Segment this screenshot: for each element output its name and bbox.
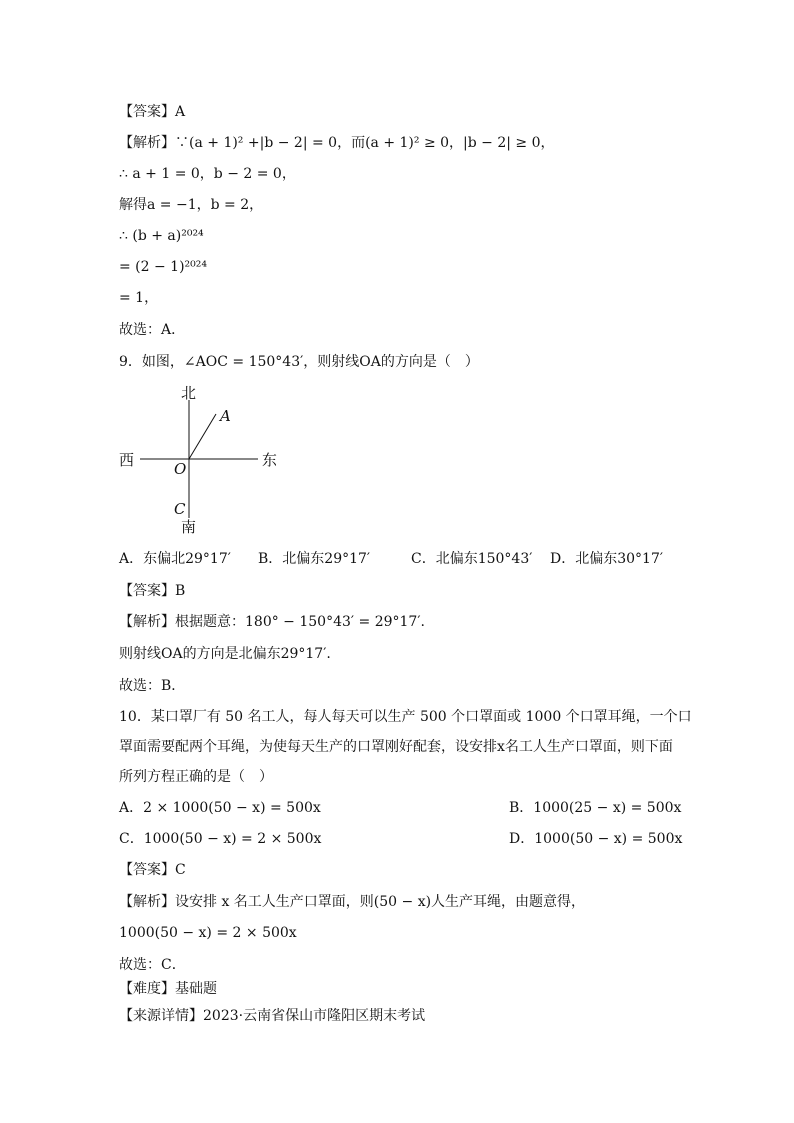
q10-option-b: B．1000(25 − x) = 500x: [509, 800, 682, 816]
q8-choice: 故选：A．: [119, 322, 186, 338]
q10-source: 【来源详情】2023·云南省保山市隆阳区期末考试: [119, 1008, 426, 1024]
compass-figure: [110, 380, 290, 540]
point-a-label: A: [220, 407, 231, 425]
q10-choice: 故选：C．: [119, 957, 186, 973]
q10-option-d: D．1000(50 − x) = 500x: [509, 831, 683, 847]
east-label: 东: [262, 451, 278, 469]
q9-option-b: B．北偏东29°17′: [258, 551, 371, 567]
q10-option-a: A．2 × 1000(50 − x) = 500x: [119, 800, 321, 816]
q8-solution-line-5: = (2 − 1)²⁰²⁴: [119, 259, 207, 275]
q8-answer: 【答案】A: [119, 104, 186, 120]
q9-option-a: A．东偏北29°17′: [119, 551, 231, 567]
point-o-label: O: [174, 460, 187, 478]
q10-option-c: C．1000(50 − x) = 2 × 500x: [119, 831, 322, 847]
q9-solution-line-1: 【解析】根据题意：180° − 150°43′ = 29°17′.: [119, 614, 425, 630]
q8-solution-line-1: 【解析】∵(a + 1)² +|b − 2| = 0，而(a + 1)² ≥ 0，|b − 2| ≥ 0，: [119, 135, 555, 151]
q8-solution-line-4: ∴ (b + a)²⁰²⁴: [119, 228, 204, 244]
q10-stem-line-2: 罩面需要配两个耳绳，为使每天生产的口罩刚好配套，设安排x名工人生产口罩面，则下面: [119, 739, 673, 755]
q8-solution-line-2: ∴ a + 1 = 0，b − 2 = 0，: [119, 166, 296, 182]
q10-solution-line-2: 1000(50 − x) = 2 × 500x: [119, 925, 297, 941]
q10-stem-line-1: 10．某口罩厂有 50 名工人，每人每天可以生产 500 个口罩面或 1000 个口罩耳绳，一个口: [119, 709, 692, 725]
q9-option-d: D．北偏东30°17′: [550, 551, 664, 567]
ray-oa: [189, 414, 216, 459]
q9-choice: 故选：B．: [119, 678, 186, 694]
south-label: 南: [181, 518, 197, 536]
north-label: 北: [181, 384, 197, 402]
q10-stem-line-3: 所列方程正确的是（ ）: [119, 769, 273, 785]
q10-answer: 【答案】C: [119, 862, 186, 878]
q10-solution-line-1: 【解析】设安排 x 名工人生产口罩面，则(50 − x)人生产耳绳，由题意得，: [119, 894, 586, 910]
q9-option-c: C．北偏东150°43′: [411, 551, 533, 567]
q9-stem: 9．如图，∠AOC = 150°43′，则射线OA的方向是（ ）: [119, 354, 479, 370]
q8-solution-line-6: = 1，: [119, 290, 159, 306]
west-label: 西: [119, 451, 135, 469]
q9-answer: 【答案】B: [119, 583, 186, 599]
q10-difficulty: 【难度】基础题: [119, 981, 217, 997]
point-c-label: C: [174, 500, 186, 518]
q9-solution-line-2: 则射线OA的方向是北偏东29°17′.: [119, 646, 331, 662]
q8-solution-line-3: 解得a = −1，b = 2，: [119, 197, 264, 213]
